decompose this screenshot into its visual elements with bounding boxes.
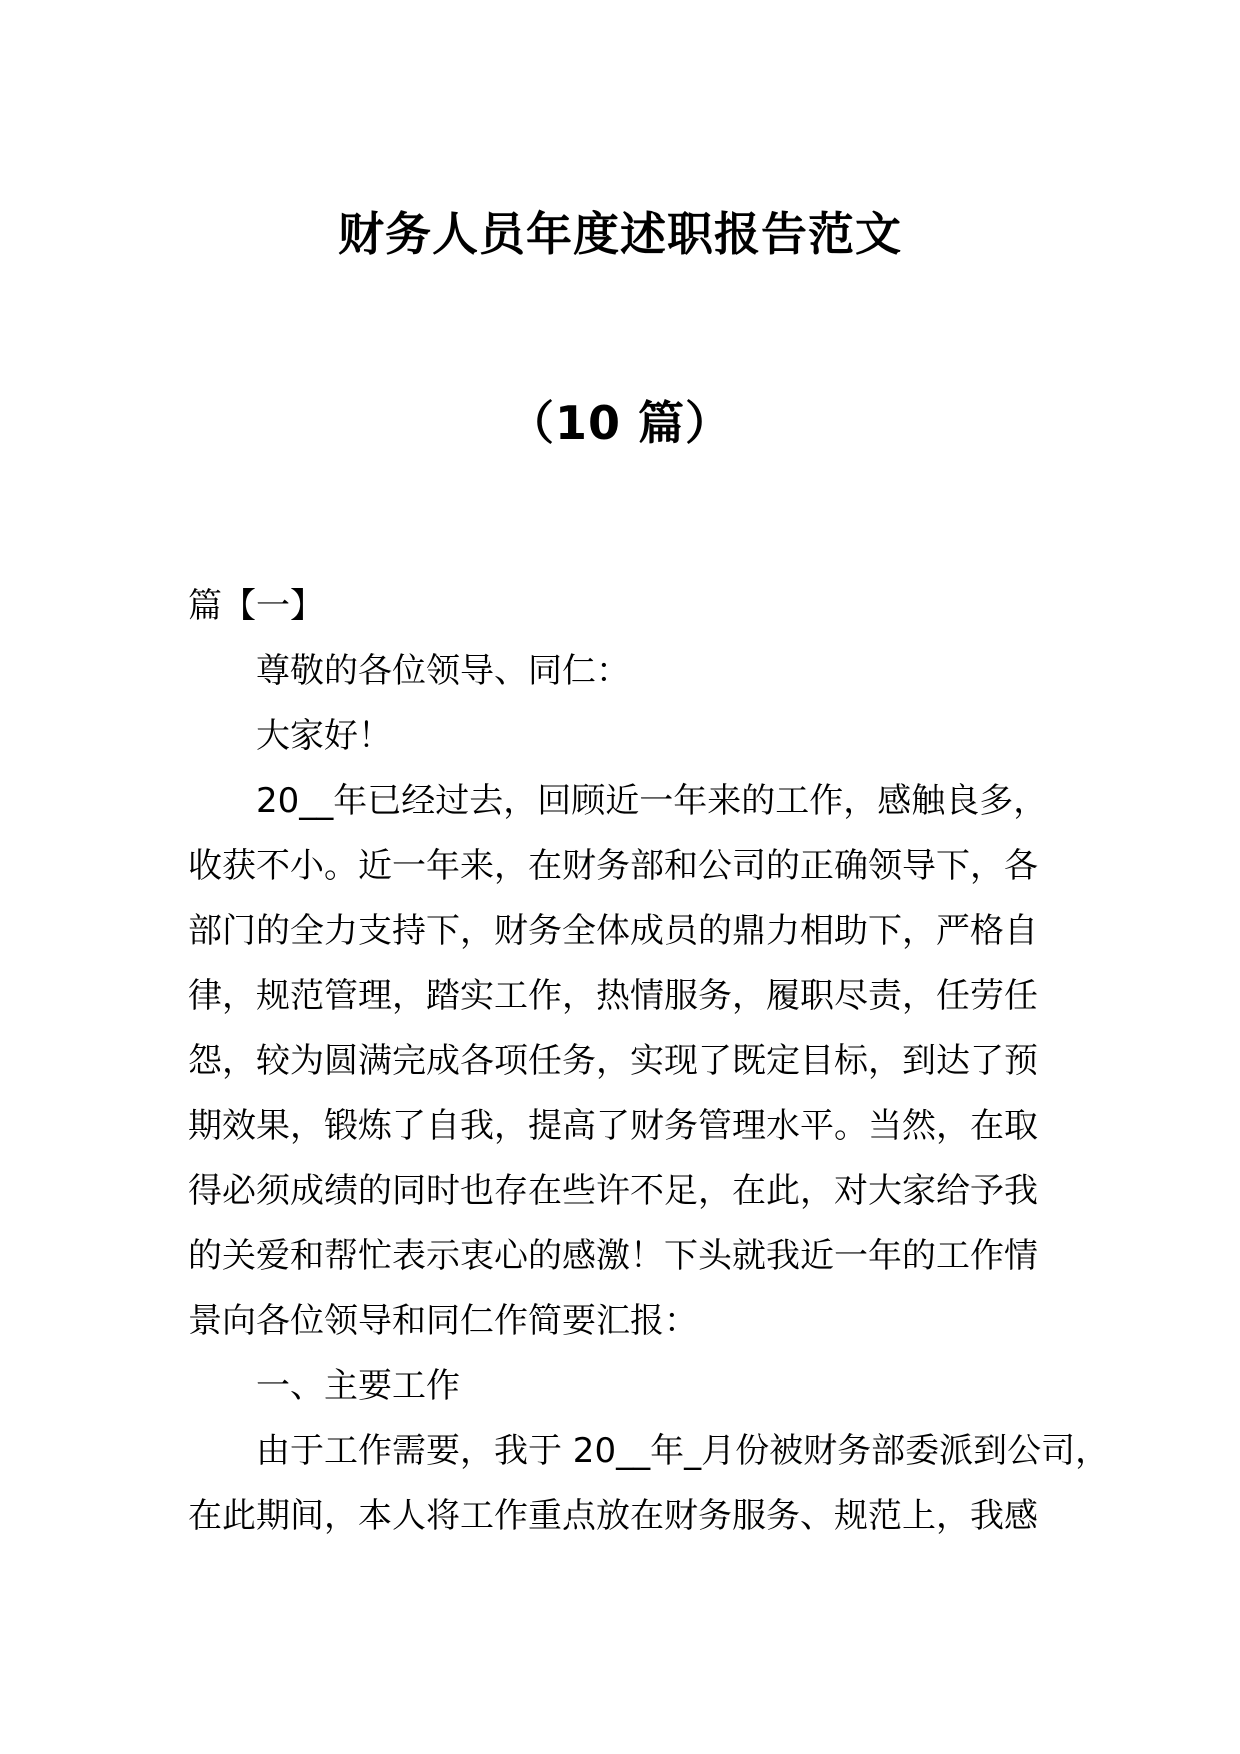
paragraph-line: 律，规范管理，踏实工作，热情服务，履职尽责，任劳任: [188, 976, 1038, 1016]
document-title: 财务人员年度述职报告范文: [338, 207, 902, 261]
paragraph-line: 得必须成绩的同时也存在些许不足，在此，对大家给予我: [188, 1171, 1038, 1211]
paragraph-line: 在此期间，本人将工作重点放在财务服务、规范上，我感: [188, 1496, 1038, 1536]
greeting: 大家好！: [256, 716, 392, 756]
paragraph-line: 20__年已经过去，回顾近一年来的工作，感触良多，: [256, 781, 1048, 821]
section-heading: 篇【一】: [188, 586, 324, 626]
paragraph-line: 怨，较为圆满完成各项任务，实现了既定目标，到达了预: [188, 1041, 1038, 1081]
paragraph-line: 景向各位领导和同仁作简要汇报：: [188, 1301, 698, 1341]
paragraph-line: 由于工作需要，我于 20__年_月份被财务部委派到公司，: [256, 1431, 1110, 1471]
paragraph-line: 期效果，锻炼了自我，提高了财务管理水平。当然，在取: [188, 1106, 1038, 1146]
document-subtitle: （10 篇）: [507, 396, 733, 450]
salutation: 尊敬的各位领导、同仁：: [256, 651, 630, 691]
subsection-heading: 一、主要工作: [256, 1366, 460, 1406]
document-body: [188, 574, 1110, 1549]
paragraph-line: 部门的全力支持下，财务全体成员的鼎力相助下，严格自: [188, 911, 1038, 951]
paragraph-line: 收获不小。近一年来，在财务部和公司的正确领导下，各: [188, 846, 1038, 886]
paragraph-line: 的关爱和帮忙表示衷心的感激！下头就我近一年的工作情: [188, 1236, 1038, 1276]
